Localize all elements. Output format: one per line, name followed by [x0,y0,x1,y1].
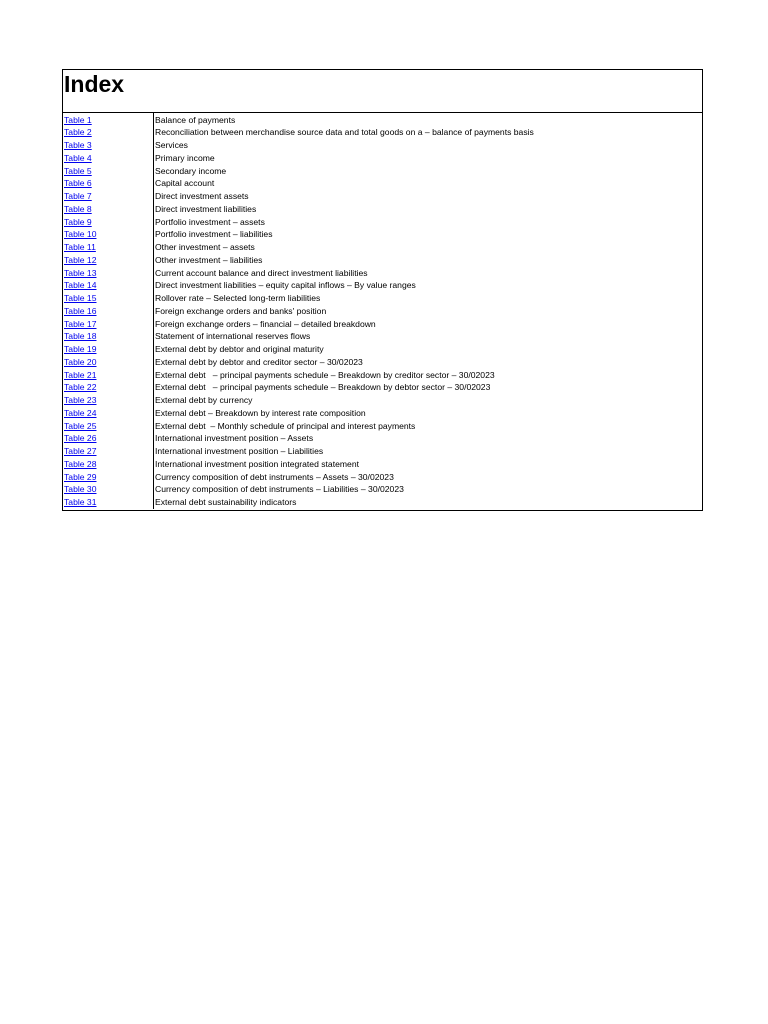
table-description: Rollover rate – Selected long-term liabilities [155,293,321,303]
table-description: Reconciliation between merchandise source data and total goods on a – balance of payments basis [155,127,534,138]
table-link-cell [63,190,154,203]
table-description: External debt by debtor and creditor sector – 30/02023 [155,356,363,367]
table-description: Direct investment assets [155,191,249,201]
table-description: Statement of international reserves flows [155,331,311,342]
table-link[interactable]: Table 13 [64,267,97,278]
table-link[interactable]: Table 18 [64,331,97,342]
table-link-cell [63,496,154,509]
table-link[interactable]: Table 19 [64,344,97,354]
index-table [63,113,702,510]
table-link-cell [63,216,154,229]
table-link[interactable]: Table 23 [64,395,97,405]
table-link-cell [63,483,154,496]
table-description: External debt – Monthly schedule of principal and interest payments [155,420,416,431]
table-link-cell [63,381,154,394]
table-link[interactable]: Table 16 [64,305,97,316]
table-description: External debt – principal payments schedule – Breakdown by creditor sector – 30/02023 [155,369,495,380]
table-link-cell [63,139,154,152]
table-link[interactable]: Table 25 [64,420,97,431]
table-link[interactable]: Table 2 [64,127,92,138]
table-link-cell [63,420,154,433]
table-link[interactable]: Table 8 [64,203,92,214]
table-link-cell [63,330,154,343]
index-sheet [62,69,703,511]
table-link-cell [63,356,154,369]
table-link[interactable]: Table 6 [64,178,92,189]
table-link[interactable]: Table 31 [64,497,97,507]
table-link[interactable]: Table 11 [64,242,96,252]
table-link-cell [63,152,154,165]
table-link[interactable]: Table 22 [64,382,97,393]
table-link-cell [63,177,154,190]
table-link-cell [63,228,154,241]
table-description: Services [155,140,188,150]
table-description: External debt sustainability indicators [155,497,297,507]
table-link[interactable]: Table 12 [64,254,97,265]
table-link[interactable]: Table 24 [64,407,97,418]
table-link[interactable]: Table 1 [64,114,92,125]
table-link[interactable]: Table 10 [64,229,97,240]
table-link-cell [63,445,154,458]
table-description: Other investment – liabilities [155,254,263,265]
table-description: International investment position – Liabilities [155,446,324,456]
title-block [63,70,702,113]
table-link-cell [63,394,154,407]
table-description: Primary income [155,152,215,163]
table-link[interactable]: Table 3 [64,140,92,150]
table-description: External debt by currency [155,395,253,405]
table-description: External debt – Breakdown by interest rate composition [155,407,366,418]
table-link[interactable]: Table 17 [64,318,97,329]
table-link[interactable]: Table 27 [64,446,97,456]
table-link-cell [63,305,154,318]
table-description: International investment position – Assets [155,433,314,444]
table-description: Foreign exchange orders and banks' position [155,305,327,316]
table-link-cell [63,267,154,280]
table-link-cell [63,369,154,382]
table-link-cell [63,432,154,445]
table-link-cell [63,279,154,292]
table-link[interactable]: Table 21 [64,369,97,380]
table-description: Secondary income [155,165,227,176]
table-link-cell [63,165,154,178]
table-description: Foreign exchange orders – financial – detailed breakdown [155,318,376,329]
table-link[interactable]: Table 5 [64,165,92,176]
page-title: Index [64,71,125,97]
table-link-cell [63,343,154,356]
table-link[interactable]: Table 28 [64,458,97,469]
table-link-cell [63,241,154,254]
table-description: Currency composition of debt instruments – Liabilities – 30/02023 [155,484,404,495]
table-link-cell [63,471,154,484]
table-link-cell [63,407,154,420]
table-link-cell [63,292,154,305]
table-link-cell [63,126,154,139]
table-link-cell [63,458,154,471]
table-description: Direct investment liabilities – equity capital inflows – By value ranges [155,280,416,291]
table-description: Currency composition of debt instruments – Assets – 30/02023 [155,471,394,482]
table-link[interactable]: Table 26 [64,433,97,444]
table-link-cell [63,318,154,331]
table-link-cell [63,113,154,126]
table-description: Balance of payments [155,114,236,125]
table-link[interactable]: Table 30 [64,484,97,495]
table-link[interactable]: Table 20 [64,356,97,367]
table-description: Portfolio investment – liabilities [155,229,273,240]
table-link[interactable]: Table 7 [64,191,92,201]
table-link-cell [63,254,154,267]
table-description: External debt by debtor and original maturity [155,344,324,354]
table-link[interactable]: Table 15 [64,293,97,303]
table-description: Current account balance and direct investment liabilities [155,267,368,278]
table-link[interactable]: Table 14 [64,280,97,291]
table-link-cell [63,203,154,216]
table-description: Other investment – assets [155,242,255,252]
table-link[interactable]: Table 29 [64,471,97,482]
table-link[interactable]: Table 4 [64,152,92,163]
table-description: International investment position integrated statement [155,458,359,469]
table-link[interactable]: Table 9 [64,216,92,227]
table-description: Direct investment liabilities [155,203,257,214]
table-description: Capital account [155,178,215,189]
table-description: Portfolio investment – assets [155,216,265,227]
table-description: External debt – principal payments schedule – Breakdown by debtor sector – 30/02023 [155,382,491,393]
